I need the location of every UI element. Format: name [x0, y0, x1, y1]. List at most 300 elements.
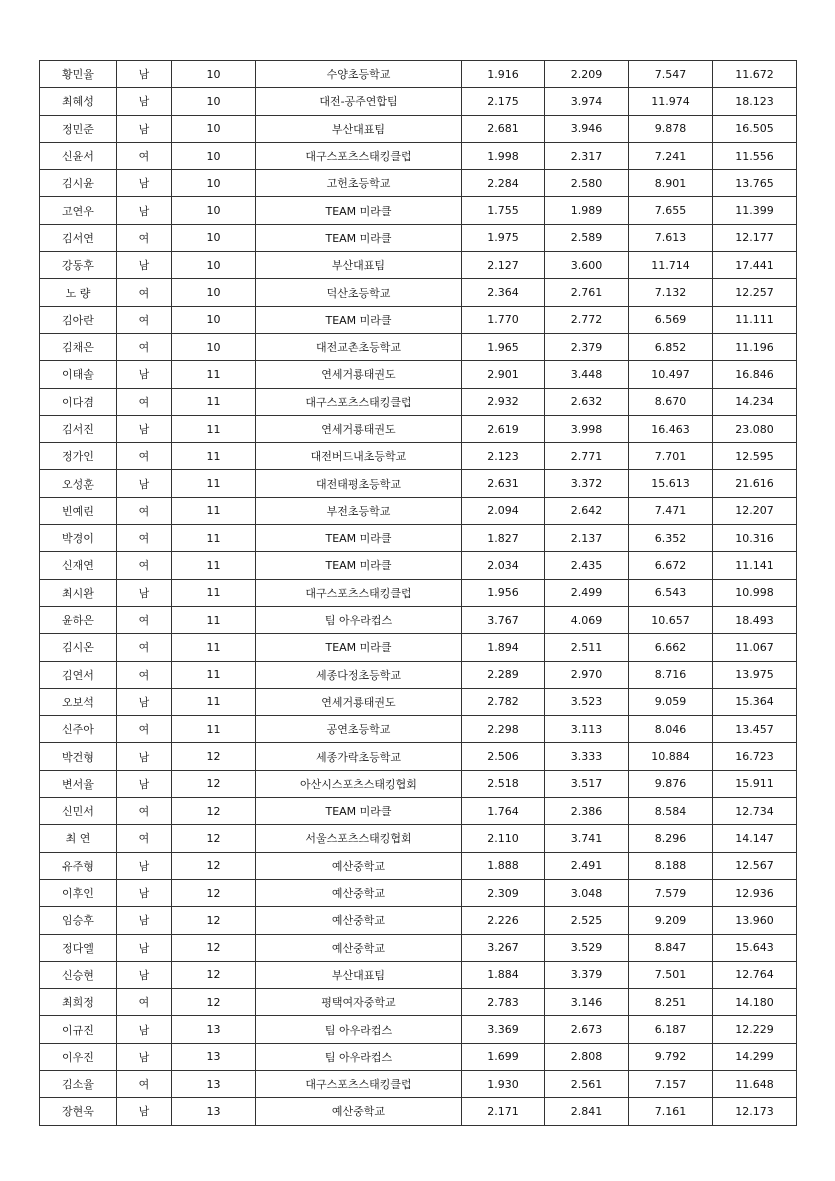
score-cell-1: 2.681 [462, 115, 545, 142]
score-cell-3: 7.547 [629, 61, 713, 88]
score-cell-1: 2.506 [462, 743, 545, 770]
gender-cell: 남 [117, 879, 172, 906]
table-row [40, 989, 797, 1016]
name-cell: 장현욱 [40, 1098, 117, 1125]
gender-cell: 남 [117, 1016, 172, 1043]
gender-cell: 여 [117, 333, 172, 360]
age-cell: 10 [172, 279, 256, 306]
table-row [40, 306, 797, 333]
age-cell: 10 [172, 142, 256, 169]
age-cell: 11 [172, 361, 256, 388]
table-row [40, 388, 797, 415]
name-cell: 강동후 [40, 252, 117, 279]
score-cell-1: 1.956 [462, 579, 545, 606]
table-row [40, 1098, 797, 1125]
total-cell: 11.141 [713, 552, 797, 579]
table-row [40, 743, 797, 770]
score-cell-1: 3.369 [462, 1016, 545, 1043]
score-cell-3: 7.241 [629, 142, 713, 169]
total-cell: 17.441 [713, 252, 797, 279]
score-cell-3: 9.059 [629, 688, 713, 715]
age-cell: 12 [172, 907, 256, 934]
name-cell: 김연서 [40, 661, 117, 688]
score-cell-3: 15.613 [629, 470, 713, 497]
name-cell: 박건형 [40, 743, 117, 770]
gender-cell: 남 [117, 252, 172, 279]
gender-cell: 남 [117, 1098, 172, 1125]
total-cell: 18.123 [713, 88, 797, 115]
score-cell-3: 6.672 [629, 552, 713, 579]
total-cell: 13.975 [713, 661, 797, 688]
total-cell: 12.734 [713, 798, 797, 825]
score-cell-2: 2.525 [545, 907, 629, 934]
score-cell-2: 3.741 [545, 825, 629, 852]
name-cell: 이다겸 [40, 388, 117, 415]
team-cell: 연세거룡태권도 [256, 361, 462, 388]
table-row [40, 525, 797, 552]
score-cell-3: 9.876 [629, 770, 713, 797]
score-cell-1: 2.226 [462, 907, 545, 934]
score-cell-3: 8.584 [629, 798, 713, 825]
table-row [40, 115, 797, 142]
team-cell: 대구스포츠스태킹클럽 [256, 579, 462, 606]
total-cell: 12.764 [713, 961, 797, 988]
team-cell: 팀 아우라컵스 [256, 606, 462, 633]
team-cell: 서울스포츠스태킹협회 [256, 825, 462, 852]
gender-cell: 여 [117, 989, 172, 1016]
gender-cell: 남 [117, 1043, 172, 1070]
table-row [40, 470, 797, 497]
total-cell: 12.567 [713, 852, 797, 879]
total-cell: 23.080 [713, 415, 797, 442]
score-cell-2: 3.946 [545, 115, 629, 142]
team-cell: 연세거룡태권도 [256, 415, 462, 442]
gender-cell: 남 [117, 743, 172, 770]
age-cell: 13 [172, 1070, 256, 1097]
score-cell-3: 9.878 [629, 115, 713, 142]
total-cell: 12.177 [713, 224, 797, 251]
score-cell-2: 1.989 [545, 197, 629, 224]
age-cell: 11 [172, 388, 256, 415]
table-row [40, 606, 797, 633]
name-cell: 정다엘 [40, 934, 117, 961]
table-row [40, 1070, 797, 1097]
table-row [40, 716, 797, 743]
gender-cell: 여 [117, 306, 172, 333]
team-cell: 대전버드내초등학교 [256, 443, 462, 470]
team-cell: 대구스포츠스태킹클럽 [256, 142, 462, 169]
table-row [40, 61, 797, 88]
team-cell: 공연초등학교 [256, 716, 462, 743]
score-cell-1: 2.284 [462, 170, 545, 197]
score-cell-1: 2.123 [462, 443, 545, 470]
gender-cell: 여 [117, 798, 172, 825]
score-cell-3: 10.884 [629, 743, 713, 770]
gender-cell: 남 [117, 197, 172, 224]
gender-cell: 여 [117, 1070, 172, 1097]
score-cell-3: 7.157 [629, 1070, 713, 1097]
age-cell: 13 [172, 1016, 256, 1043]
score-cell-1: 3.267 [462, 934, 545, 961]
score-cell-2: 3.998 [545, 415, 629, 442]
age-cell: 10 [172, 61, 256, 88]
age-cell: 10 [172, 306, 256, 333]
age-cell: 11 [172, 688, 256, 715]
score-cell-2: 2.589 [545, 224, 629, 251]
total-cell: 13.457 [713, 716, 797, 743]
age-cell: 10 [172, 197, 256, 224]
total-cell: 14.299 [713, 1043, 797, 1070]
score-cell-3: 6.187 [629, 1016, 713, 1043]
score-cell-1: 2.110 [462, 825, 545, 852]
score-cell-1: 2.094 [462, 497, 545, 524]
score-cell-2: 3.523 [545, 688, 629, 715]
table-row [40, 798, 797, 825]
score-cell-1: 3.767 [462, 606, 545, 633]
score-cell-3: 10.497 [629, 361, 713, 388]
score-cell-2: 3.517 [545, 770, 629, 797]
table-row [40, 688, 797, 715]
score-cell-1: 2.127 [462, 252, 545, 279]
table-row [40, 552, 797, 579]
score-cell-1: 2.782 [462, 688, 545, 715]
total-cell: 13.765 [713, 170, 797, 197]
score-cell-1: 2.309 [462, 879, 545, 906]
gender-cell: 여 [117, 661, 172, 688]
total-cell: 12.229 [713, 1016, 797, 1043]
gender-cell: 남 [117, 852, 172, 879]
score-cell-2: 3.372 [545, 470, 629, 497]
score-cell-2: 2.772 [545, 306, 629, 333]
total-cell: 13.960 [713, 907, 797, 934]
score-cell-2: 3.146 [545, 989, 629, 1016]
table-row [40, 934, 797, 961]
score-cell-2: 2.841 [545, 1098, 629, 1125]
age-cell: 11 [172, 415, 256, 442]
age-cell: 12 [172, 934, 256, 961]
team-cell: TEAM 미라클 [256, 525, 462, 552]
age-cell: 11 [172, 634, 256, 661]
score-cell-2: 3.379 [545, 961, 629, 988]
score-cell-2: 2.511 [545, 634, 629, 661]
score-cell-3: 11.714 [629, 252, 713, 279]
total-cell: 11.399 [713, 197, 797, 224]
age-cell: 12 [172, 770, 256, 797]
team-cell: 부산대표팀 [256, 252, 462, 279]
gender-cell: 남 [117, 115, 172, 142]
score-cell-3: 6.569 [629, 306, 713, 333]
score-cell-3: 6.852 [629, 333, 713, 360]
score-cell-3: 10.657 [629, 606, 713, 633]
score-cell-1: 1.699 [462, 1043, 545, 1070]
age-cell: 12 [172, 798, 256, 825]
name-cell: 김서연 [40, 224, 117, 251]
name-cell: 신주아 [40, 716, 117, 743]
total-cell: 15.364 [713, 688, 797, 715]
age-cell: 10 [172, 170, 256, 197]
age-cell: 12 [172, 961, 256, 988]
table-row [40, 361, 797, 388]
team-cell: 대구스포츠스태킹클럽 [256, 388, 462, 415]
age-cell: 10 [172, 224, 256, 251]
score-cell-3: 16.463 [629, 415, 713, 442]
table-row [40, 634, 797, 661]
score-cell-2: 2.970 [545, 661, 629, 688]
name-cell: 김아란 [40, 306, 117, 333]
total-cell: 11.556 [713, 142, 797, 169]
name-cell: 신민서 [40, 798, 117, 825]
score-cell-3: 6.352 [629, 525, 713, 552]
score-cell-2: 2.642 [545, 497, 629, 524]
score-cell-3: 8.046 [629, 716, 713, 743]
table-row [40, 88, 797, 115]
table-row [40, 443, 797, 470]
name-cell: 오성훈 [40, 470, 117, 497]
gender-cell: 남 [117, 579, 172, 606]
table-row [40, 879, 797, 906]
score-cell-3: 7.579 [629, 879, 713, 906]
team-cell: 예산중학교 [256, 879, 462, 906]
score-cell-3: 7.132 [629, 279, 713, 306]
name-cell: 최희정 [40, 989, 117, 1016]
gender-cell: 남 [117, 170, 172, 197]
age-cell: 10 [172, 333, 256, 360]
team-cell: 고헌초등학교 [256, 170, 462, 197]
team-cell: TEAM 미라클 [256, 197, 462, 224]
team-cell: 연세거룡태권도 [256, 688, 462, 715]
gender-cell: 남 [117, 770, 172, 797]
score-cell-3: 7.701 [629, 443, 713, 470]
table-row [40, 224, 797, 251]
score-cell-2: 3.048 [545, 879, 629, 906]
total-cell: 14.147 [713, 825, 797, 852]
score-cell-2: 2.580 [545, 170, 629, 197]
team-cell: 예산중학교 [256, 907, 462, 934]
total-cell: 21.616 [713, 470, 797, 497]
name-cell: 최시완 [40, 579, 117, 606]
table-row [40, 1043, 797, 1070]
name-cell: 임승후 [40, 907, 117, 934]
gender-cell: 여 [117, 525, 172, 552]
score-cell-2: 3.448 [545, 361, 629, 388]
age-cell: 13 [172, 1043, 256, 1070]
table-row [40, 333, 797, 360]
age-cell: 11 [172, 579, 256, 606]
gender-cell: 남 [117, 934, 172, 961]
score-cell-2: 3.974 [545, 88, 629, 115]
score-cell-2: 2.317 [545, 142, 629, 169]
score-cell-3: 7.501 [629, 961, 713, 988]
age-cell: 11 [172, 716, 256, 743]
table-body [40, 61, 797, 1126]
name-cell: 이후인 [40, 879, 117, 906]
team-cell: 대구스포츠스태킹클럽 [256, 1070, 462, 1097]
table-row [40, 497, 797, 524]
table-row [40, 825, 797, 852]
table-row [40, 170, 797, 197]
age-cell: 10 [172, 115, 256, 142]
score-cell-1: 2.034 [462, 552, 545, 579]
gender-cell: 여 [117, 716, 172, 743]
table-row [40, 142, 797, 169]
score-cell-3: 7.613 [629, 224, 713, 251]
score-cell-1: 1.888 [462, 852, 545, 879]
score-cell-1: 1.894 [462, 634, 545, 661]
gender-cell: 남 [117, 688, 172, 715]
score-cell-1: 2.932 [462, 388, 545, 415]
team-cell: 예산중학교 [256, 1098, 462, 1125]
score-cell-1: 1.764 [462, 798, 545, 825]
name-cell: 빈예린 [40, 497, 117, 524]
name-cell: 김시온 [40, 634, 117, 661]
table-row [40, 961, 797, 988]
score-cell-2: 2.379 [545, 333, 629, 360]
age-cell: 11 [172, 497, 256, 524]
score-cell-1: 2.783 [462, 989, 545, 1016]
score-cell-3: 8.716 [629, 661, 713, 688]
score-cell-1: 1.884 [462, 961, 545, 988]
score-cell-2: 2.761 [545, 279, 629, 306]
score-cell-3: 6.543 [629, 579, 713, 606]
name-cell: 유주형 [40, 852, 117, 879]
name-cell: 최혜성 [40, 88, 117, 115]
name-cell: 신승현 [40, 961, 117, 988]
total-cell: 12.257 [713, 279, 797, 306]
gender-cell: 여 [117, 497, 172, 524]
score-cell-1: 1.916 [462, 61, 545, 88]
age-cell: 11 [172, 443, 256, 470]
score-cell-1: 2.175 [462, 88, 545, 115]
age-cell: 11 [172, 470, 256, 497]
gender-cell: 남 [117, 61, 172, 88]
total-cell: 10.316 [713, 525, 797, 552]
total-cell: 15.643 [713, 934, 797, 961]
name-cell: 정가인 [40, 443, 117, 470]
score-cell-3: 8.847 [629, 934, 713, 961]
total-cell: 14.180 [713, 989, 797, 1016]
name-cell: 김채은 [40, 333, 117, 360]
total-cell: 12.595 [713, 443, 797, 470]
name-cell: 박경이 [40, 525, 117, 552]
score-cell-1: 2.619 [462, 415, 545, 442]
total-cell: 11.196 [713, 333, 797, 360]
score-cell-2: 2.386 [545, 798, 629, 825]
score-cell-3: 8.251 [629, 989, 713, 1016]
name-cell: 노 량 [40, 279, 117, 306]
team-cell: 팀 아우라컵스 [256, 1016, 462, 1043]
team-cell: 예산중학교 [256, 852, 462, 879]
total-cell: 11.067 [713, 634, 797, 661]
score-cell-3: 7.655 [629, 197, 713, 224]
total-cell: 16.846 [713, 361, 797, 388]
gender-cell: 여 [117, 279, 172, 306]
score-cell-1: 2.298 [462, 716, 545, 743]
team-cell: 대전태평초등학교 [256, 470, 462, 497]
score-cell-1: 1.975 [462, 224, 545, 251]
score-cell-3: 11.974 [629, 88, 713, 115]
name-cell: 이태솔 [40, 361, 117, 388]
age-cell: 12 [172, 743, 256, 770]
table-row [40, 197, 797, 224]
team-cell: 세종다정초등학교 [256, 661, 462, 688]
score-cell-2: 2.561 [545, 1070, 629, 1097]
table-row [40, 661, 797, 688]
team-cell: 예산중학교 [256, 934, 462, 961]
score-cell-2: 3.529 [545, 934, 629, 961]
name-cell: 신윤서 [40, 142, 117, 169]
name-cell: 오보석 [40, 688, 117, 715]
score-cell-2: 2.499 [545, 579, 629, 606]
score-cell-2: 2.632 [545, 388, 629, 415]
score-cell-3: 6.662 [629, 634, 713, 661]
age-cell: 11 [172, 552, 256, 579]
age-cell: 12 [172, 825, 256, 852]
name-cell: 이우진 [40, 1043, 117, 1070]
score-cell-1: 2.901 [462, 361, 545, 388]
score-cell-1: 1.770 [462, 306, 545, 333]
team-cell: TEAM 미라클 [256, 306, 462, 333]
team-cell: 부산대표팀 [256, 115, 462, 142]
score-cell-3: 8.296 [629, 825, 713, 852]
age-cell: 13 [172, 1098, 256, 1125]
name-cell: 윤하은 [40, 606, 117, 633]
age-cell: 11 [172, 661, 256, 688]
team-cell: 팀 아우라컵스 [256, 1043, 462, 1070]
score-cell-2: 3.333 [545, 743, 629, 770]
gender-cell: 남 [117, 961, 172, 988]
results-table [39, 60, 797, 1126]
gender-cell: 남 [117, 470, 172, 497]
table-row [40, 279, 797, 306]
team-cell: 대전-공주연합팀 [256, 88, 462, 115]
gender-cell: 여 [117, 825, 172, 852]
team-cell: 덕산초등학교 [256, 279, 462, 306]
score-cell-1: 1.827 [462, 525, 545, 552]
name-cell: 김소율 [40, 1070, 117, 1097]
score-cell-1: 1.930 [462, 1070, 545, 1097]
team-cell: TEAM 미라클 [256, 552, 462, 579]
total-cell: 14.234 [713, 388, 797, 415]
gender-cell: 여 [117, 388, 172, 415]
table-row [40, 579, 797, 606]
score-cell-1: 1.965 [462, 333, 545, 360]
total-cell: 11.111 [713, 306, 797, 333]
score-cell-3: 8.901 [629, 170, 713, 197]
total-cell: 11.672 [713, 61, 797, 88]
score-cell-2: 2.673 [545, 1016, 629, 1043]
name-cell: 정민준 [40, 115, 117, 142]
score-cell-2: 2.771 [545, 443, 629, 470]
score-cell-3: 7.471 [629, 497, 713, 524]
total-cell: 12.207 [713, 497, 797, 524]
age-cell: 12 [172, 879, 256, 906]
name-cell: 고연우 [40, 197, 117, 224]
total-cell: 16.723 [713, 743, 797, 770]
score-cell-3: 8.670 [629, 388, 713, 415]
name-cell: 이규진 [40, 1016, 117, 1043]
table-row [40, 1016, 797, 1043]
table-row [40, 415, 797, 442]
name-cell: 변서율 [40, 770, 117, 797]
team-cell: TEAM 미라클 [256, 798, 462, 825]
gender-cell: 여 [117, 552, 172, 579]
team-cell: 수양초등학교 [256, 61, 462, 88]
name-cell: 황민율 [40, 61, 117, 88]
team-cell: 대전교촌초등학교 [256, 333, 462, 360]
gender-cell: 여 [117, 634, 172, 661]
total-cell: 18.493 [713, 606, 797, 633]
gender-cell: 여 [117, 443, 172, 470]
